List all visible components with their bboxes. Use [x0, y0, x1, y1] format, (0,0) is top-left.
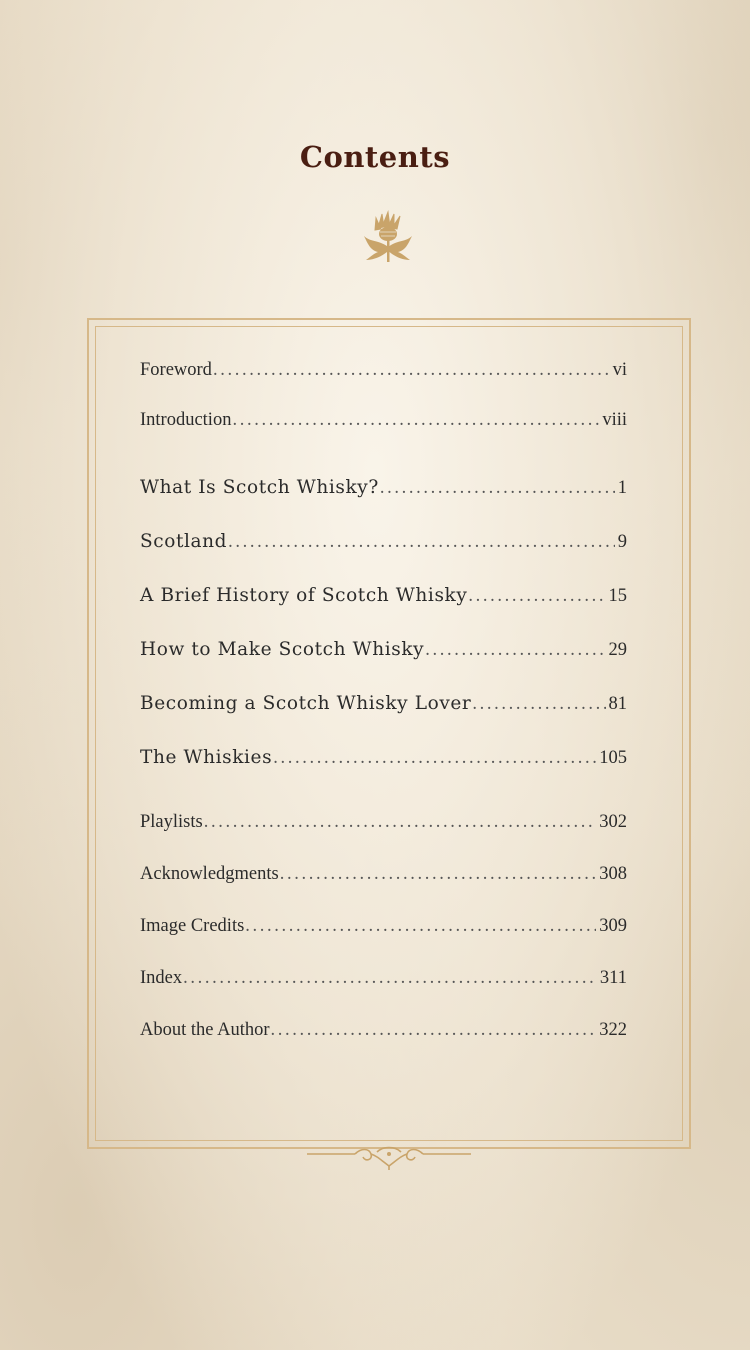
toc-entry-page: 302: [599, 812, 627, 832]
toc-entry-label: Foreword: [140, 360, 212, 380]
toc-entry-playlists[interactable]: [140, 812, 627, 833]
toc-entry-the-whiskies[interactable]: [140, 747, 627, 769]
toc-entry-foreword[interactable]: [140, 360, 627, 381]
toc-entry-page: vi: [612, 360, 627, 380]
toc-entry-introduction[interactable]: [140, 410, 627, 431]
toc-entry-scotland[interactable]: [140, 531, 627, 553]
toc-entry-label: Becoming a Scotch Whisky Lover: [140, 693, 472, 714]
toc-entry-what-is-scotch-whisky[interactable]: [140, 477, 627, 499]
toc-entry-image-credits[interactable]: [140, 916, 627, 937]
toc-entry-label: The Whiskies: [140, 747, 273, 768]
toc-entry-page: 311: [599, 968, 627, 988]
scroll-flourish-icon: [305, 1142, 473, 1172]
toc-entry-label: What Is Scotch Whisky?: [140, 477, 379, 498]
page-title: Contents: [299, 140, 451, 174]
dot-leader: [280, 864, 597, 885]
toc-entry-label: A Brief History of Scotch Whisky: [140, 585, 468, 606]
dot-leader: [232, 410, 599, 431]
toc-entry-label: Index: [140, 968, 183, 988]
dot-leader: [380, 478, 615, 499]
toc-entry-label: How to Make Scotch Whisky: [140, 639, 425, 660]
dot-leader: [183, 968, 597, 989]
toc-entry-page: 105: [599, 748, 627, 768]
dot-leader: [273, 748, 596, 769]
toc-entry-page: 15: [608, 586, 627, 606]
dot-leader: [468, 586, 605, 607]
toc-entry-brief-history[interactable]: [140, 585, 627, 607]
dot-leader: [425, 640, 605, 661]
dot-leader: [245, 916, 596, 937]
toc-entry-label: Scotland: [140, 531, 228, 552]
toc-entry-page: 9: [617, 532, 627, 552]
toc-entry-page: 81: [608, 694, 627, 714]
toc-entry-label: Introduction: [140, 410, 232, 430]
toc-entry-about-the-author[interactable]: [140, 1020, 627, 1041]
dot-leader: [204, 812, 597, 833]
dot-leader: [472, 694, 605, 715]
toc-entry-index[interactable]: [140, 968, 627, 989]
toc-entry-how-to-make[interactable]: [140, 639, 627, 661]
toc-entry-page: 309: [599, 916, 627, 936]
toc-entry-label: Acknowledgments: [140, 864, 279, 884]
toc-entry-label: About the Author: [140, 1020, 270, 1040]
toc-entry-page: 29: [608, 640, 627, 660]
toc-entry-page: 322: [599, 1020, 627, 1040]
dot-leader: [213, 360, 610, 381]
toc-entry-page: 308: [599, 864, 627, 884]
thistle-icon: [360, 210, 416, 266]
toc-entry-becoming-a-lover[interactable]: [140, 693, 627, 715]
toc-entry-label: Image Credits: [140, 916, 245, 936]
toc-entry-page: 1: [617, 478, 627, 498]
dot-leader: [271, 1020, 597, 1041]
toc-entry-acknowledgments[interactable]: [140, 864, 627, 885]
contents-frame-inner: [95, 326, 683, 1141]
dot-leader: [228, 532, 615, 553]
toc-entry-page: viii: [602, 410, 627, 430]
toc-entry-label: Playlists: [140, 812, 203, 832]
